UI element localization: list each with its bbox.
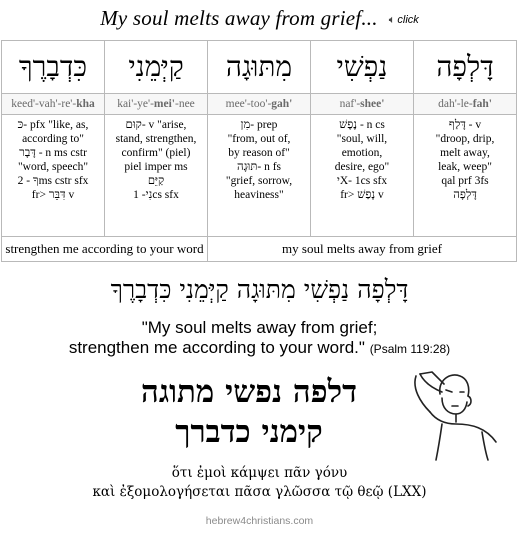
word-table <box>1 40 517 262</box>
transliteration: naf'-shee' <box>311 94 413 114</box>
hebrew-word: נַפְשִׁי <box>336 50 388 83</box>
hebrew-word: דָּלְפָה <box>436 50 494 83</box>
translation-row <box>2 237 517 262</box>
audio-link[interactable] <box>389 14 419 27</box>
verse-english <box>0 318 519 359</box>
transliteration: dah'-le-fah' <box>414 94 516 114</box>
gloss-row <box>2 115 517 237</box>
verse-english-line-1: "My soul melts away from grief; <box>141 318 378 337</box>
title-bar <box>0 6 519 34</box>
transliteration: kai'-ye'-mei'-nee <box>105 94 207 114</box>
translation-left: strengthen me according to your word <box>5 241 204 256</box>
word-cell-2 <box>105 41 208 94</box>
modern-line-1: דלפה נפשי מתוגה <box>141 374 357 410</box>
word-cell-5 <box>414 41 517 94</box>
transliteration: mee'-too'-gah' <box>208 94 310 114</box>
word-cell-3 <box>208 41 311 94</box>
modern-line-2: קימני כדברך <box>175 414 323 450</box>
hebrew-word: קַיְּמֵנִי <box>128 50 184 83</box>
hebrew-word-row <box>2 41 517 94</box>
word-gloss: קוּם- v "arise, stand, strengthen, confirm" (piel) piel imper ms קַיֵּם נִי- 1cs sfx <box>115 119 197 201</box>
hebrew-word: כִּדְבָרֶךָ <box>18 50 88 83</box>
verse-english-line-2: strengthen me according to your word." <box>68 338 365 357</box>
word-gloss: דָּלַף - v "droop, drip, melt away, leak, weep" qal prf 3fs דָּלְפָה <box>435 119 495 201</box>
greek-line-1: ὅτι ἐμοὶ κάμψει πᾶν γόνυ <box>171 465 348 481</box>
word-cell-4 <box>311 41 414 94</box>
word-cell-1 <box>2 41 105 94</box>
audio-link-label[interactable]: click <box>397 14 419 26</box>
modern-hebrew-verse <box>84 372 414 452</box>
word-gloss: מִן- prep "from, out of, by reason of" תּוּגָה- n fs "grief, sorrow, heaviness" <box>225 119 293 201</box>
transliteration-row <box>2 94 517 115</box>
hebrew-word: מִתּוּגָה <box>225 50 293 83</box>
site-footer: hebrew4christians.com <box>205 515 314 527</box>
verse-reference: (Psalm 119:28) <box>369 342 451 356</box>
weeping-man-figure <box>402 362 512 462</box>
translation-right: my soul melts away from grief <box>282 241 442 256</box>
verse-hebrew: דָּלְפָה נַפְשִׁי מִתּוּגָה קַיְּמֵנִי כִּדְבָרֶךָ <box>110 275 409 304</box>
word-gloss: כּ- pfx "like, as, according to" דָּבָר - n ms cstr "word, speech" ךָ - 2ms cstr sfx fr> דִּבֵּר v <box>17 119 89 201</box>
page-title: My soul melts away from grief... <box>100 6 378 30</box>
septuagint-text <box>0 464 519 502</box>
greek-line-2: καὶ ἐξομολογήσεται πᾶσα γλῶσσα τῷ θεῷ (LXX) <box>92 484 427 500</box>
transliteration: keed'-vah'-re'-kha <box>2 94 104 114</box>
word-gloss: נֶפֶשׁ - n cs "soul, will, emotion, desire, ego" יX- 1cs sfx fr> נָפַשׁ v <box>334 119 390 201</box>
speaker-icon[interactable]: 🔈︎ <box>388 14 396 26</box>
